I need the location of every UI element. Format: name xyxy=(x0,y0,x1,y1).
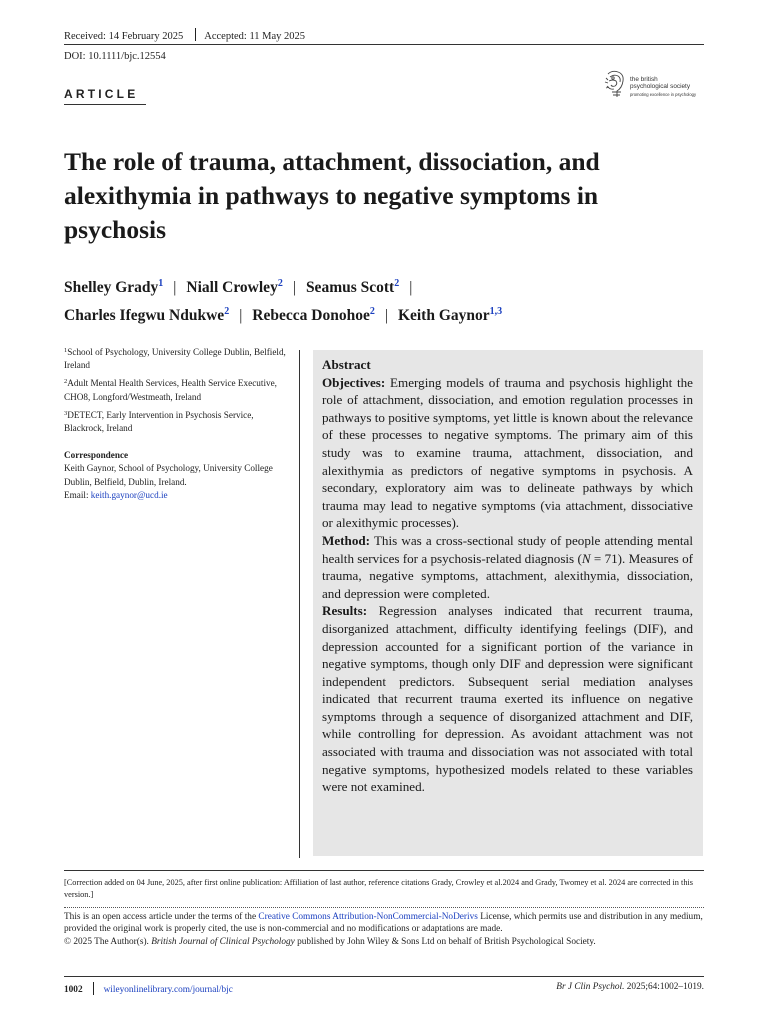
abstract-objectives: Objectives: Emerging models of trauma and psychosis highlight the role of attachment, dissociation, and emotion regulation processes in pathways to positive symptoms, yet little is known about the relevance of these processes to negative symptoms. The primary aim of this study was to examine trauma, attachment, dissociation, and alexithymia as predictors of negative symptoms in psychosis. A secondary, exploratory aim was to delineate pathways by which trauma may lead to negative symptoms (via attachment, dissociative or alexithymic processes). xyxy=(322,374,693,531)
correction-note: [Correction added on 04 June, 2025, after first online publication: Affiliation of last author, reference citations Grady, Crowley et al.2024 and Grady, Twomey et al. 2024 are corrected in this version.] xyxy=(64,870,704,901)
license-text: This is an open access article under the terms of the Creative Commons Attribution-NonCommercial-NoDerivs License, which permits use and distribution in any medium, provided the original work is properly cited, the use is non-commercial and no modifications or adaptations are made. xyxy=(64,912,703,935)
author-separator: | xyxy=(384,307,388,324)
article-title: The role of trauma, attachment, dissociation, and alexithymia in pathways to negative symptoms in psychosis xyxy=(64,147,600,244)
footer-citation: Br J Clin Psychol. 2025;64:1002–1019. xyxy=(556,982,704,992)
bps-logo-text: the british psychological society promoting excellence in psychology xyxy=(630,76,697,97)
author-separator: | xyxy=(173,279,177,296)
received-date: Received: 14 February 2025 xyxy=(64,31,184,42)
date-separator xyxy=(195,28,196,41)
author-affiliation-ref[interactable]: 1 xyxy=(158,278,164,289)
abstract-divider xyxy=(299,350,300,858)
affiliations-panel xyxy=(64,346,286,507)
author-separator: | xyxy=(409,279,413,296)
bps-logo xyxy=(604,68,714,102)
author-line-1 xyxy=(64,274,704,302)
article-type-label: ARTICLE xyxy=(64,87,139,101)
article-type-underline xyxy=(64,104,146,105)
license-block xyxy=(64,911,704,948)
copyright-text: © 2025 The Author(s). British Journal of Clinical Psychology published by John Wiley & Sons Ltd on behalf of British Psychological Society. xyxy=(64,936,596,947)
journal-url-link[interactable]: wileyonlinelibrary.com/journal/bjc xyxy=(103,985,233,995)
header-rule xyxy=(64,44,704,45)
correspondence-text: Keith Gaynor, School of Psychology, University College Dublin, Belfield, Dublin, Ireland. Email: keith.gaynor@ucd.ie xyxy=(64,463,273,500)
page-footer xyxy=(64,982,704,995)
correspondence-email-link[interactable]: keith.gaynor@ucd.ie xyxy=(90,489,168,500)
author-separator: | xyxy=(239,307,243,324)
affiliation-item: $^3$DETECT, Early Intervention in Psychosis Service, Blackrock, Ireland xyxy=(64,409,254,434)
author-affiliation-ref[interactable]: 2 xyxy=(224,306,230,317)
article-dates xyxy=(64,28,305,42)
author-name[interactable]: Charles Ifegwu Ndukwe xyxy=(64,307,225,324)
abstract-heading: Abstract xyxy=(322,357,371,372)
abstract-results: Results: Regression analyses indicated that recurrent trauma, disorganized attachment, difficulty identifying feelings (DIF), and depression accounted for a significant portion of the variance in negative symptoms, though only DIF and depression were significant independent predictors. Subsequent serial mediation analyses indicated that recurrent trauma exerted its influence on negative symptoms through a sequence of disorganized attachment and DIF, while controlling for depression. As avoidant attachment was not associated with trauma and dissociation was not associated with total negative symptoms, hypothesized models related to these variables were not examined. xyxy=(322,603,693,795)
correspondence-heading: Correspondence xyxy=(64,450,129,461)
footer-rule xyxy=(64,976,704,977)
author-name[interactable]: Seamus Scott xyxy=(305,279,395,296)
author-affiliation-ref[interactable]: 2 xyxy=(394,278,400,289)
author-list xyxy=(64,274,704,330)
accepted-date: Accepted: 11 May 2025 xyxy=(204,31,306,42)
affiliation-item: $^2$Adult Mental Health Services, Health Service Executive, CHO8, Longford/Westmeath, Ireland xyxy=(64,378,277,402)
bps-logo-icon xyxy=(604,68,628,100)
page-number: 1002 xyxy=(64,985,83,995)
author-name[interactable]: Keith Gaynor xyxy=(397,307,490,324)
author-name[interactable]: Shelley Grady xyxy=(64,279,159,296)
abstract-method: Method: This was a cross-sectional study of people attending mental health services for a psychosis-related diagnosis (N = 71). Measures of trauma, negative symptoms, attachment, alexithymia, dissociation, and depression were completed. xyxy=(322,532,693,601)
author-affiliation-ref[interactable]: 2 xyxy=(369,306,375,317)
affiliation-item: $^1$School of Psychology, University College Dublin, Belfield, Ireland xyxy=(64,347,286,371)
doi[interactable]: DOI: 10.1111/bjc.12554 xyxy=(64,51,166,62)
footer-separator xyxy=(93,982,94,995)
author-name[interactable]: Niall Crowley xyxy=(186,279,278,296)
abstract-box xyxy=(313,350,703,856)
license-link[interactable]: Creative Commons Attribution-NonCommercial-NoDerivs xyxy=(258,912,478,922)
author-affiliation-ref[interactable]: 1,3 xyxy=(489,306,503,317)
author-line-2 xyxy=(64,302,704,330)
license-divider xyxy=(64,907,704,908)
author-affiliation-ref[interactable]: 2 xyxy=(277,278,283,289)
author-name[interactable]: Rebecca Donohoe xyxy=(252,307,370,324)
author-separator: | xyxy=(292,279,296,296)
